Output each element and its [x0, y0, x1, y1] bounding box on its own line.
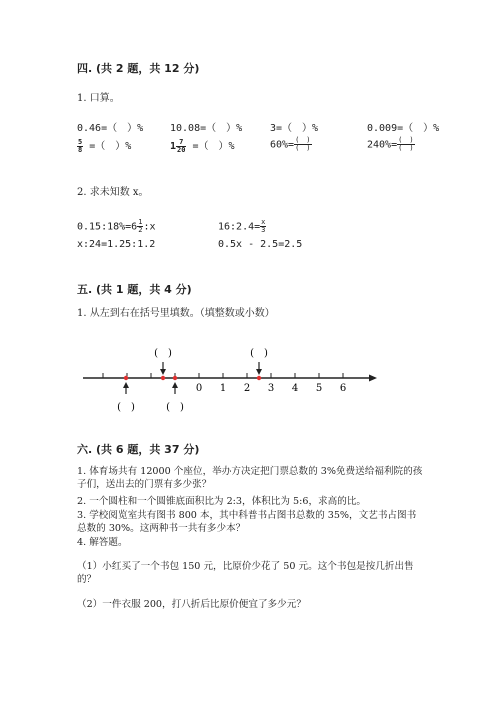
question-1-title: 1. 口算。 — [77, 93, 120, 104]
answer-blank: ( ) — [250, 348, 268, 359]
equation: 0.5x - 2.5=2.5 — [218, 239, 303, 250]
tick-label: 0 — [195, 383, 203, 394]
section-6-header: 六. (共 6 题，共 37 分) — [77, 443, 200, 456]
point-dot — [257, 376, 261, 380]
section-4-header: 四. (共 2 题，共 12 分) — [77, 62, 200, 75]
oral-calc-item: 3=（ ）% — [270, 123, 319, 134]
oral-calc-item: 0.46=（ ）% — [77, 123, 144, 134]
fraction: $\frac{( )}{( )}$ — [295, 136, 311, 152]
oral-calc-item: 10.08=（ ）% — [170, 123, 243, 134]
word-problem-4-part-1: （1）小红买了一个书包 150 元，比原价少花了 50 元。这个书包是按几折出售的？ — [77, 561, 414, 586]
equation: 16:2.4= $\frac{x}{3}$ — [218, 218, 266, 234]
section-5-header: 五. (共 1 题，共 4 分) — [77, 283, 192, 296]
arrowhead — [123, 382, 129, 388]
fraction: $\frac{x}{3}$ — [261, 218, 266, 234]
oral-calc-item: 60%= $\frac{( )}{( )}$ — [270, 136, 311, 152]
answer-blank: ( ) — [117, 402, 135, 413]
oral-calc-item: 0.009=（ ）% — [367, 123, 440, 134]
equation: x:24=1.25:1.2 — [77, 239, 156, 250]
question-2-title: 2. 求未知数 x。 — [77, 187, 149, 198]
fraction: $\frac{1}{2}$ — [138, 218, 143, 234]
tick-label: 1 — [219, 383, 227, 394]
tick-label: 2 — [243, 383, 251, 394]
word-problem-2: 2. 一个圆柱和一个圆锥底面积比为 2:3，体积比为 5:6，求高的比。 — [77, 496, 367, 507]
fraction: $\frac{( )}{( )}$ — [398, 136, 414, 152]
point-dot — [161, 376, 165, 380]
word-problem-4-part-2: （2）一件衣服 200，打八折后比原价便宜了多少元？ — [77, 599, 306, 610]
arrowhead — [256, 369, 262, 375]
oral-calc-item: $\frac{5}{8}$ =（ ）% — [78, 137, 132, 154]
answer-blank: ( ) — [166, 402, 184, 413]
answer-blank: ( ) — [154, 348, 172, 359]
equation: 0.15:18%=6 $\frac{1}{2}$ :x — [77, 218, 156, 234]
arrowhead — [160, 369, 166, 375]
oral-calc-item: 1 $\frac{7}{20}$ =（ ）% — [170, 137, 235, 154]
fraction: $\frac{5}{8}$ — [78, 137, 83, 154]
word-problem-3: 3. 学校阅览室共有图书 800 本，其中科普书占图书总数的 35%，文艺书占图书总数的 30%。这两种书一共有多少本？ — [77, 510, 417, 535]
tick-label: 3 — [267, 383, 275, 394]
point-dot — [173, 376, 177, 380]
arrowhead — [172, 382, 178, 388]
tick-label: 6 — [339, 383, 347, 394]
word-problem-1: 1. 体育场共有 12000 个座位，举办方决定把门票总数的 3%免费送给福利院的孩子们，送出去的门票有多少张？ — [77, 466, 423, 491]
point-dot — [124, 376, 128, 380]
oral-calc-item: 240%= $\frac{( )}{( )}$ — [367, 136, 414, 152]
fraction: $\frac{7}{20}$ — [177, 137, 186, 154]
tick-label: 5 — [315, 383, 323, 394]
tick-label: 4 — [291, 383, 299, 394]
word-problem-4: 4. 解答题。 — [77, 537, 128, 548]
axis-arrowhead — [369, 375, 377, 382]
question-1-title: 1. 从左到右在括号里填数。（填整数或小数） — [77, 308, 275, 319]
